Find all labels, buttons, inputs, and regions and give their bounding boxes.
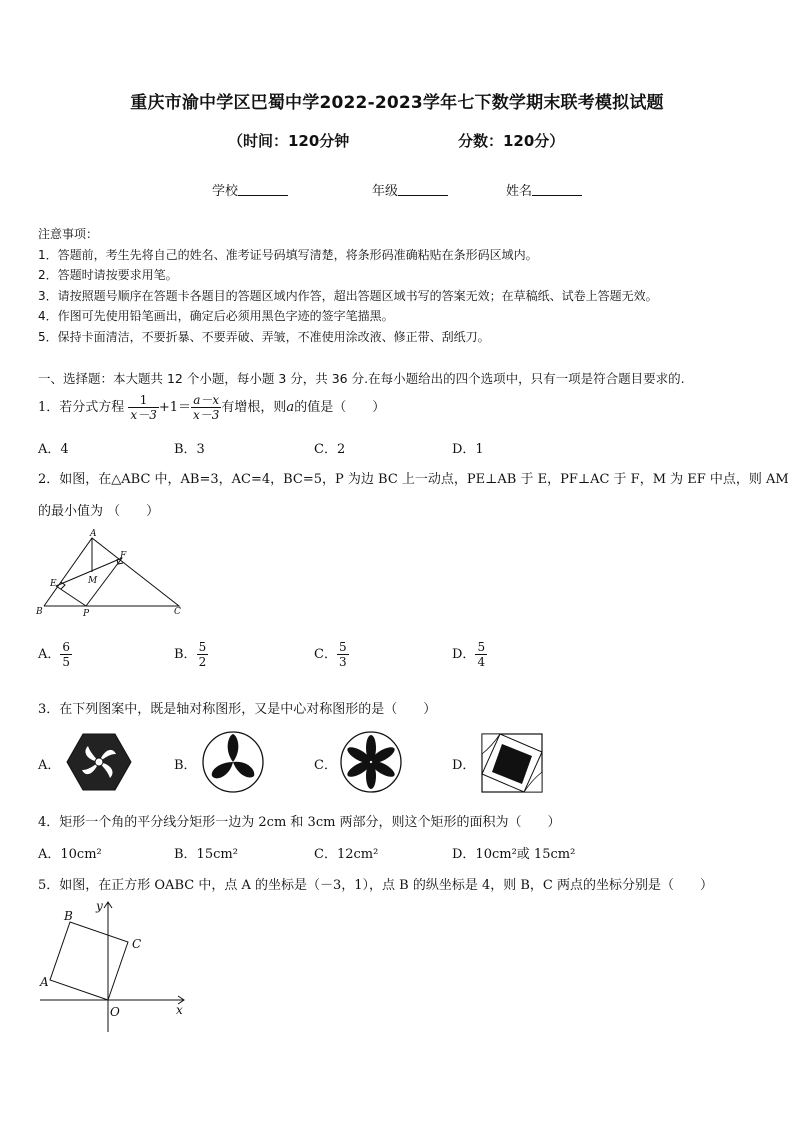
q4-option-b[interactable]: B．15cm²	[174, 847, 238, 862]
q2-option-d-letter: D．	[452, 647, 476, 662]
q1-suffix: 有增根，则	[221, 400, 287, 415]
q2-option-a[interactable]	[38, 640, 72, 669]
fig2-label-c: C	[174, 607, 181, 617]
q4-option-a[interactable]: A．10cm²	[38, 847, 102, 862]
q4-option-c[interactable]: C．12cm²	[314, 847, 379, 862]
q2-line-1: 2．如图，在△ABC 中，AB=3，AC=4，BC=5，P 为边 BC 上一动点，PE⊥AB 于 E，PF⊥AC 于 F，M 为 EF 中点，则 AM	[38, 472, 789, 487]
q2-option-b-letter: B．	[174, 647, 197, 662]
q1-mid: +1＝	[158, 400, 191, 415]
note-item: 1．答题前，考生先将自己的姓名、准考证号码填写清楚，将条形码准确粘贴在条形码区域内。	[38, 247, 538, 262]
q2-option-d[interactable]	[452, 640, 487, 669]
q5-text: 5．如图，在正方形 OABC 中，点 A 的坐标是（－3，1），点 B 的纵坐标是 4，则 B，C 两点的坐标分别是（ ）	[38, 878, 714, 893]
q1-fraction-right	[191, 393, 221, 422]
fig5-label-x: x	[176, 1003, 183, 1017]
q2-line-2: 的最小值为 （ ）	[38, 504, 160, 519]
q3-pattern-c-six-petal	[338, 730, 404, 794]
q3-pattern-a-hexagon	[66, 732, 132, 792]
name-label: 姓名	[506, 184, 533, 199]
fig5-label-y: y	[96, 899, 103, 913]
q2-option-a-fraction	[60, 640, 72, 669]
school-label: 学校	[212, 184, 239, 199]
notes-heading: 注意事项：	[38, 227, 99, 241]
q2-c-den: 3	[338, 655, 347, 669]
q2-option-a-letter: A．	[38, 647, 61, 662]
note-item: 3．请按照题号顺序在答题卡各题目的答题区域内作答，超出答题区域书写的答案无效；在草稿纸、试卷上答题无效。	[38, 288, 658, 303]
q3-pattern-d-square	[480, 732, 544, 794]
q2-c-num: 5	[338, 640, 347, 654]
q2-a-den: 5	[62, 655, 71, 669]
notes-section	[38, 224, 658, 348]
q1-option-a[interactable]: A．4	[38, 442, 69, 457]
q3-option-a[interactable]: A．	[38, 758, 61, 773]
q3-option-c[interactable]: C．	[314, 758, 337, 773]
fig2-label-m: M	[88, 576, 98, 586]
q2-option-d-fraction	[475, 640, 487, 669]
q4-option-d[interactable]: D．10cm²或 15cm²	[452, 847, 576, 862]
q2-option-b[interactable]	[174, 640, 208, 669]
q2-option-c-letter: C．	[314, 647, 337, 662]
q3-text: 3．在下列图案中，既是轴对称图形，又是中心对称图形的是（ ）	[38, 702, 437, 717]
note-item: 5．保持卡面清洁，不要折暴、不要弄破、弄皱，不准使用涂改液、修正带、刮纸刀。	[38, 329, 490, 344]
q1-f2-num: a－x	[191, 393, 221, 408]
fig2-label-a: A	[90, 529, 97, 539]
q2-option-c-fraction	[337, 640, 349, 669]
name-blank	[532, 183, 582, 196]
grade-field	[372, 180, 448, 199]
q2-d-den: 4	[477, 655, 486, 669]
fig2-label-p: P	[83, 609, 90, 618]
q2-b-den: 2	[198, 655, 207, 669]
school-blank	[238, 183, 288, 196]
q1-var: a	[286, 400, 295, 415]
q3-option-d[interactable]: D．	[452, 758, 476, 773]
exam-time: （时间：120分钟	[228, 132, 350, 150]
q1-suffix2: 的值是（ ）	[294, 400, 386, 415]
school-field	[212, 180, 288, 199]
q4-text: 4．矩形一个角的平分线分矩形一边为 2cm 和 3cm 两部分，则这个矩形的面积为（ ）	[38, 815, 561, 830]
note-item: 4．作图可先使用铅笔画出，确定后必须用黑色字迹的签字笔描黑。	[38, 309, 394, 324]
q1-fraction-left	[128, 393, 158, 422]
fig2-label-f: F	[120, 551, 127, 561]
q1-option-b[interactable]: B．3	[174, 442, 205, 457]
grade-blank	[398, 183, 448, 196]
fig5-label-c: C	[132, 937, 142, 951]
name-field	[506, 180, 582, 199]
q1-option-c[interactable]: C．2	[314, 442, 346, 457]
grade-label: 年级	[372, 184, 399, 199]
q1-option-d[interactable]: D．1	[452, 442, 484, 457]
question-1	[38, 393, 385, 422]
q1-f1-num: 1	[128, 393, 158, 408]
fig5-label-b: B	[64, 909, 73, 923]
fig5-label-o: O	[110, 1005, 120, 1019]
section-heading: 一、选择题：本大题共 12 个小题，每小题 3 分，共 36 分.在每小题给出的四个选项中，只有一项是符合题目要求的.	[38, 371, 685, 386]
q1-f2-den: x－3	[193, 408, 220, 422]
fig2-label-e: E	[50, 579, 57, 589]
q2-triangle-figure	[34, 528, 194, 618]
q2-option-b-fraction	[197, 640, 209, 669]
q2-b-num: 5	[198, 640, 207, 654]
q2-d-num: 5	[477, 640, 486, 654]
q2-option-c[interactable]	[314, 640, 349, 669]
q1-prefix: 1．若分式方程	[38, 400, 125, 415]
q1-f1-den: x－3	[130, 408, 157, 422]
q3-option-b[interactable]: B．	[174, 758, 197, 773]
page-title: 重庆市渝中学区巴蜀中学2022-2023学年七下数学期末联考模拟试题	[130, 93, 664, 113]
q3-pattern-b-three-leaf	[200, 730, 266, 794]
q2-a-num: 6	[62, 640, 71, 654]
fig2-label-b: B	[36, 607, 43, 617]
q5-coordinate-figure	[38, 898, 190, 1038]
fig5-label-a: A	[40, 975, 49, 989]
exam-score: 分数：120分）	[458, 132, 565, 150]
note-item: 2．答题时请按要求用笔。	[38, 268, 178, 283]
